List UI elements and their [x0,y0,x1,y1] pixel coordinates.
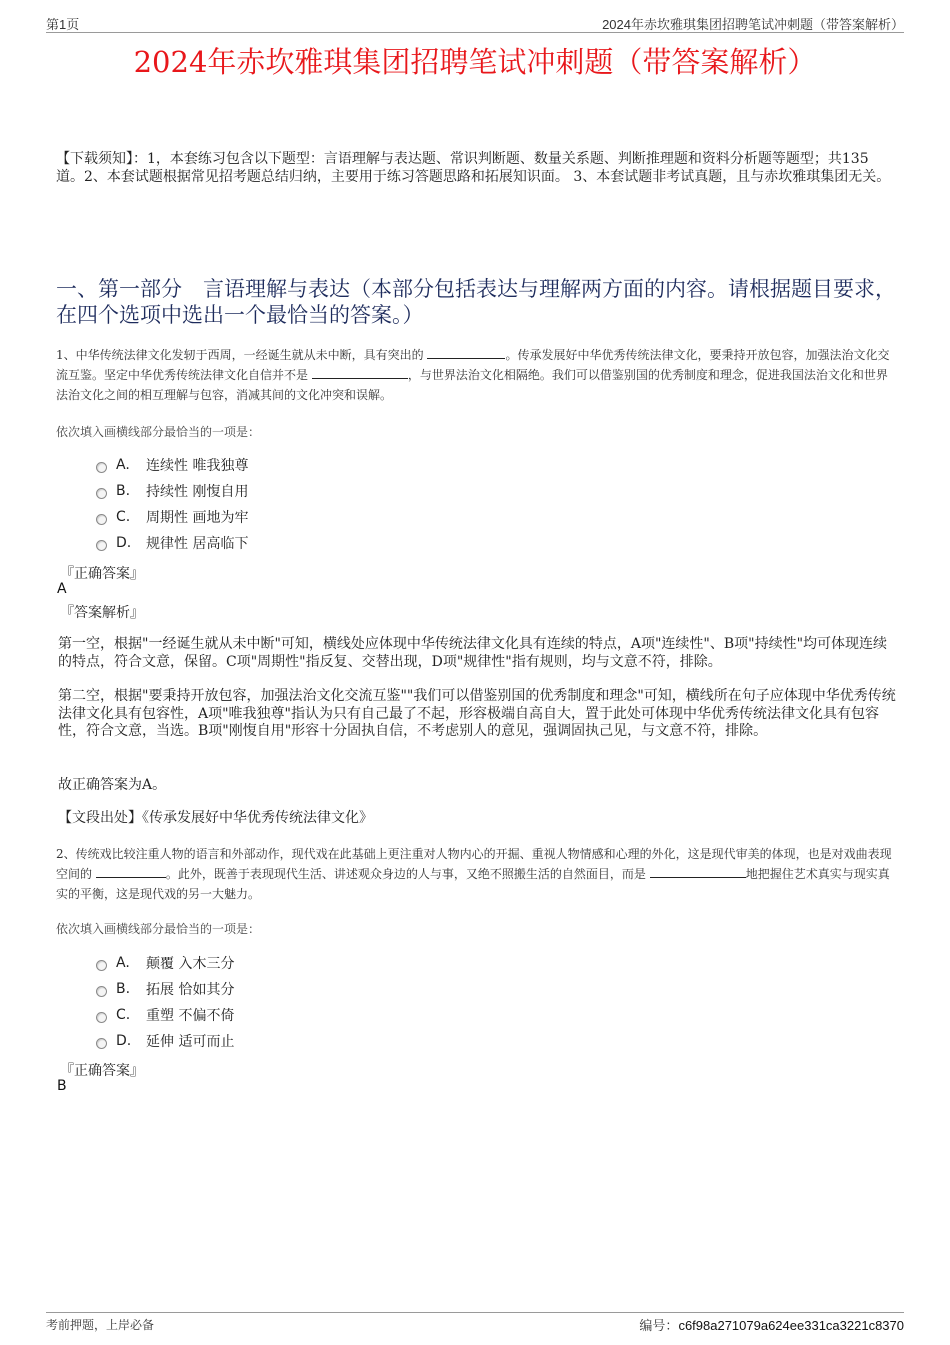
radio-button-icon[interactable] [96,514,107,525]
question-2-stem [56,844,898,904]
option-b[interactable]: B. 拓展 恰如其分 [96,976,234,1002]
document-title: 2024年赤坎雅琪集团招聘笔试冲刺题（带答案解析） [133,45,817,79]
radio-button-icon[interactable] [96,986,107,997]
stem-text: 。此外，既善于表现现代生活、讲述观众身边的人与事，又绝不照搬生活的自然面目，而是 [165,867,646,881]
correct-answer-label: 『正确答案』 [60,566,144,582]
question-2-prompt: 依次填入画横线部分最恰当的一项是： [56,922,261,936]
radio-button-icon[interactable] [96,462,107,473]
source-citation: 【文段出处】《传承发展好中华优秀传统法律文化》 [58,810,373,826]
document-code [639,1315,904,1334]
stem-text: 地把握住艺术真实与现实真实的平衡，这是现代戏的另一大魅力。 [56,867,890,901]
page-header [46,14,904,33]
download-notice: 【下载须知】：1，本套练习包含以下题型：言语理解与表达题、常识判断题、数量关系题、判断推理题和资料分析题等题型；共135道。2、本套试题根据常见招考题总结归纳，主要用于练习答题思路和拓展知识面。 3、本套试题非考试真题，且与赤坎雅琪集团无关。 [56,151,891,185]
option-d[interactable]: D. 规律性 居高临下 [96,530,248,556]
analysis-label: 『答案解析』 [60,605,144,621]
code-label: 编号： [639,1318,679,1333]
analysis-paragraph: 第二空，根据"要秉持开放包容，加强法治文化交流互鉴""我们可以借鉴别国的优秀制度和理念"可知，横线所在句子应体现中华优秀传统法律文化具有包容性，A项"唯我独尊"指认为只有自己最了不起，形容极端自高自大，置于此处可体现中华优秀传统法律文化具有包容性，符合文意，当选。B项"刚愎自用"形容十分固执自信，不考虑别人的意见，强调固执己见，与文意不符，排除。 [58,688,896,739]
question-number: 1、 [56,348,76,362]
question-1-stem [56,345,898,405]
code-value: c6f98a271079a624ee331ca3221c8370 [678,1318,904,1333]
fill-blank-1 [427,346,505,359]
stem-text: 。传承发展好中华优秀传统法律文化，要秉持开放包容，加强法治文化交流互鉴。坚定中华优秀传统法律文化自信并不是 [56,348,890,382]
footer-slogan: 考前押题，上岸必备 [46,1318,155,1332]
section-heading: 一、第一部分 言语理解与表达（本部分包括表达与理解两方面的内容。请根据题目要求，在四个选项中选出一个最恰当的答案。） [56,277,896,327]
option-b[interactable]: B. 持续性 刚愎自用 [96,478,248,504]
question-number: 2、 [56,847,76,861]
correct-answer-label: 『正确答案』 [60,1063,144,1079]
question-1-prompt: 依次填入画横线部分最恰当的一项是： [56,425,261,439]
option-d[interactable]: D. 延伸 适可而止 [96,1028,234,1054]
radio-button-icon[interactable] [96,488,107,499]
question-2-options [96,950,234,1054]
fill-blank-1 [96,865,166,878]
radio-button-icon[interactable] [96,1038,107,1049]
option-a[interactable]: A. 连续性 唯我独尊 [96,452,248,478]
page-footer [46,1312,904,1333]
stem-text: ，与世界法治文化相隔绝。我们可以借鉴别国的优秀制度和理念，促进我国法治文化和世界法治文化之间的相互理解与包容，消减其间的文化冲突和误解。 [56,368,888,402]
radio-button-icon[interactable] [96,1012,107,1023]
analysis-conclusion: 故正确答案为A。 [58,777,167,793]
analysis-paragraph: 第一空，根据"一经诞生就从未中断"可知，横线处应体现中华传统法律文化具有连续的特点，A项"连续性"、B项"持续性"均可体现连续的特点，符合文意，保留。C项"周期性"指反复、交替出现，D项"规律性"指有规则，均与文意不符，排除。 [58,636,888,670]
radio-button-icon[interactable] [96,960,107,971]
option-c[interactable]: C. 重塑 不偏不倚 [96,1002,234,1028]
page-number: 第1页 [46,17,80,32]
stem-text: 传统戏比较注重人物的语言和外部动作，现代戏在此基础上更注重对人物内心的开掘、重视人物情感和心理的外化，这是现代审美的体现，也是对戏曲表现空间的 [56,847,892,881]
correct-answer-value: A [57,581,67,597]
option-c[interactable]: C. 周期性 画地为牢 [96,504,248,530]
header-doc-title: 2024年赤坎雅琪集团招聘笔试冲刺题（带答案解析） [602,17,904,32]
stem-text: 中华传统法律文化发轫于西周，一经诞生就从未中断，具有突出的 [75,348,424,362]
option-a[interactable]: A. 颠覆 入木三分 [96,950,234,976]
question-1-options [96,452,248,556]
fill-blank-2 [312,366,408,379]
correct-answer-value: B [57,1078,67,1094]
radio-button-icon[interactable] [96,540,107,551]
fill-blank-2 [650,865,746,878]
